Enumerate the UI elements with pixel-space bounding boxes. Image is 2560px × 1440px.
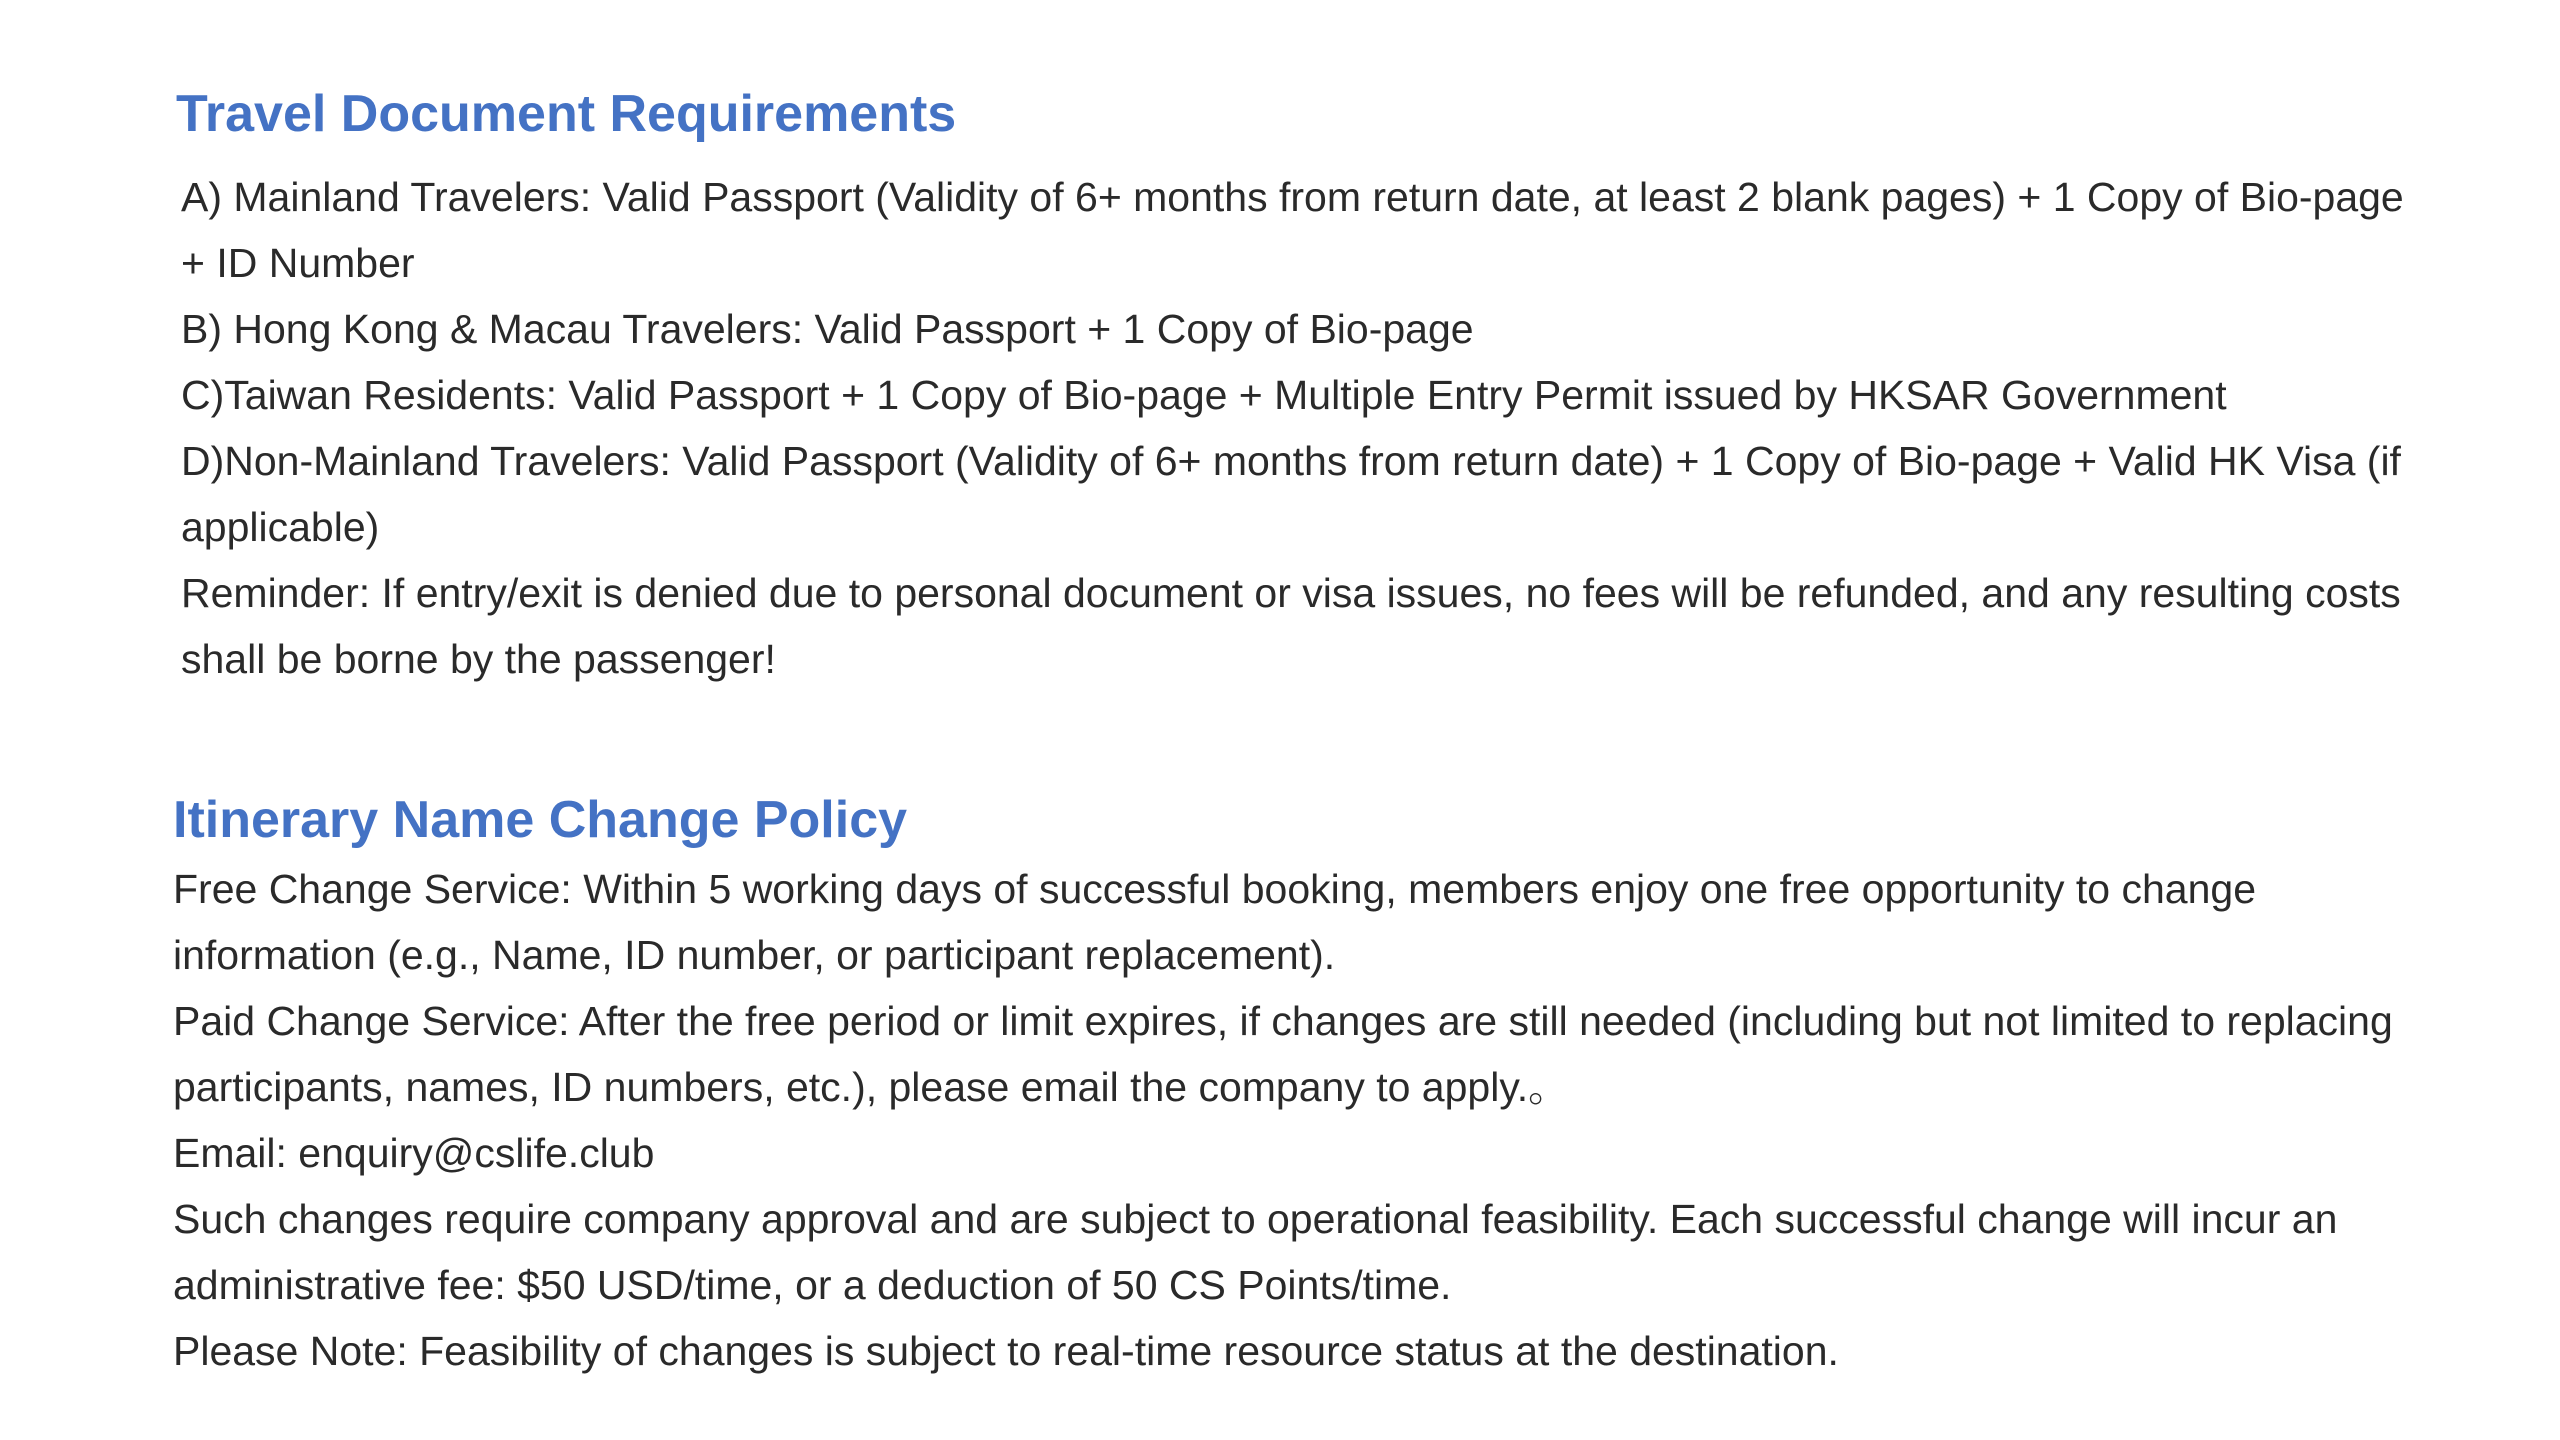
- travel-document-body: [0, 164, 2421, 692]
- travel-document-section: [0, 78, 2420, 692]
- free-change-paragraph: Free Change Service: Within 5 working days of successful booking, members enjoy one free opportunity to change information (e.g., Name, ID number, or participant replacement).: [173, 866, 2256, 978]
- approval-fee-paragraph: Such changes require company approval and are subject to operational feasibility. Each successful change will incur an administrative fee: $50 USD/time, or a deduction of 50 CS Points/time.: [173, 1196, 2338, 1308]
- name-change-body: [0, 856, 2403, 1384]
- hk-macau-travelers-paragraph: B) Hong Kong & Macau Travelers: Valid Passport + 1 Copy of Bio-page: [181, 306, 1474, 352]
- name-change-heading: Itinerary Name Change Policy: [173, 791, 908, 849]
- email-paragraph: Email: enquiry@cslife.club: [173, 1130, 655, 1176]
- name-change-section: [0, 784, 2420, 1384]
- mainland-travelers-paragraph: A) Mainland Travelers: Valid Passport (Validity of 6+ months from return date, at least 2 blank pages) + 1 Copy of Bio-page + ID Number: [181, 174, 2404, 286]
- reminder-paragraph: Reminder: If entry/exit is denied due to personal document or visa issues, no fees will be refunded, and any resulting costs shall be borne by the passenger!: [181, 570, 2401, 682]
- paid-change-paragraph: Paid Change Service: After the free period or limit expires, if changes are still needed (including but not limited to replacing participants, names, ID numbers, etc.), please email the company to apply.。: [173, 998, 2393, 1110]
- non-mainland-travelers-paragraph: D)Non-Mainland Travelers: Valid Passport (Validity of 6+ months from return date) + 1 Copy of Bio-page + Valid HK Visa (if applicable): [181, 438, 2401, 550]
- travel-document-heading: Travel Document Requirements: [176, 85, 957, 143]
- feasibility-note-paragraph: Please Note: Feasibility of changes is subject to real-time resource status at the destination.: [173, 1328, 1839, 1374]
- taiwan-residents-paragraph: C)Taiwan Residents: Valid Passport + 1 Copy of Bio-page + Multiple Entry Permit issued by HKSAR Government: [181, 372, 2227, 418]
